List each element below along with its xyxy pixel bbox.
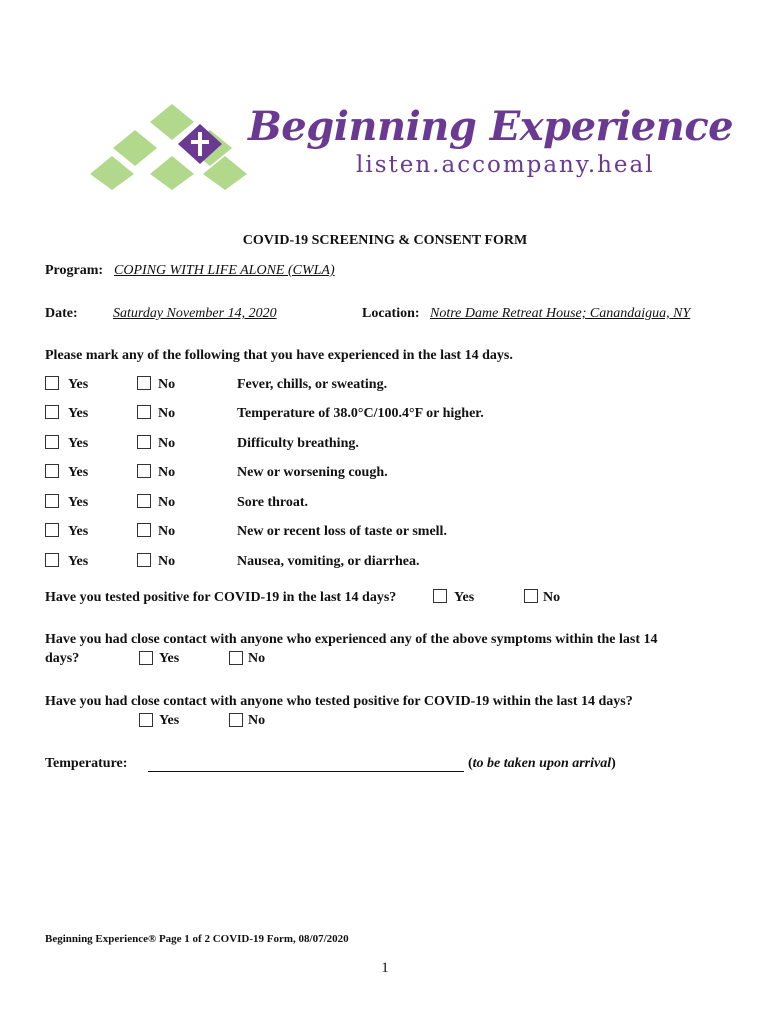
tested-yes-label: Yes [454, 590, 475, 605]
symptom-text: Nausea, vomiting, or diarrhea. [237, 554, 420, 569]
program-label: Program: [45, 263, 104, 278]
symptom-no-label: No [158, 465, 176, 480]
symptom-no-checkbox[interactable] [137, 494, 151, 508]
symptom-yes-checkbox[interactable] [45, 553, 59, 567]
symptom-no-checkbox[interactable] [137, 523, 151, 537]
date-label: Date: [45, 306, 78, 321]
symptom-yes-checkbox[interactable] [45, 494, 59, 508]
brand-name: Beginning Experience [248, 103, 734, 150]
temperature-input-line[interactable] [148, 771, 464, 772]
question-contact-positive: Have you had close contact with anyone who tested positive for COVID-19 within the last 14 days? [45, 694, 633, 709]
page-number: 1 [381, 960, 389, 976]
symptom-no-label: No [158, 377, 176, 392]
symptom-no-checkbox[interactable] [137, 464, 151, 478]
symptom-no-label: No [158, 406, 176, 421]
location-value: Notre Dame Retreat House; Canandaigua, NY [430, 306, 691, 321]
symptom-yes-label: Yes [68, 436, 89, 451]
question-contact-symptoms: Have you had close contact with anyone who experienced any of the above symptoms within the last 14 [45, 632, 658, 647]
brand-tagline: listen.accompany.heal [356, 152, 655, 178]
location-label: Location: [362, 306, 420, 321]
contact-symptoms-no-checkbox[interactable] [229, 651, 243, 665]
temperature-note: (to be taken upon arrival) [468, 756, 616, 771]
symptom-no-checkbox[interactable] [137, 405, 151, 419]
instruction-text: Please mark any of the following that you have experienced in the last 14 days. [45, 348, 513, 363]
symptom-text: Fever, chills, or sweating. [237, 377, 388, 392]
program-value: COPING WITH LIFE ALONE (CWLA) [114, 263, 335, 278]
question-tested-positive: Have you tested positive for COVID-19 in the last 14 days? [45, 590, 397, 605]
symptom-text: New or worsening cough. [237, 465, 388, 480]
symptom-no-checkbox[interactable] [137, 376, 151, 390]
symptom-yes-label: Yes [68, 495, 89, 510]
symptom-no-checkbox[interactable] [137, 435, 151, 449]
symptom-yes-label: Yes [68, 524, 89, 539]
contact-symptoms-yes-label: Yes [159, 651, 180, 666]
contact-symptoms-yes-checkbox[interactable] [139, 651, 153, 665]
symptom-no-label: No [158, 495, 176, 510]
symptom-yes-checkbox[interactable] [45, 405, 59, 419]
symptom-yes-checkbox[interactable] [45, 523, 59, 537]
question-contact-symptoms-cont: days? [45, 651, 80, 666]
symptom-yes-checkbox[interactable] [45, 464, 59, 478]
tested-no-checkbox[interactable] [524, 589, 538, 603]
tested-no-label: No [543, 590, 561, 605]
contact-positive-yes-label: Yes [159, 713, 180, 728]
date-value: Saturday November 14, 2020 [113, 306, 277, 321]
symptom-text: New or recent loss of taste or smell. [237, 524, 447, 539]
symptom-no-label: No [158, 436, 176, 451]
temperature-label: Temperature: [45, 756, 128, 771]
form-title: COVID-19 SCREENING & CONSENT FORM [242, 233, 528, 248]
symptom-no-label: No [158, 554, 176, 569]
symptom-text: Sore throat. [237, 495, 309, 510]
contact-positive-no-label: No [248, 713, 266, 728]
footer-text: Beginning Experience® Page 1 of 2 COVID-19 Form, 08/07/2020 [45, 933, 349, 945]
contact-symptoms-no-label: No [248, 651, 266, 666]
contact-positive-yes-checkbox[interactable] [139, 713, 153, 727]
symptom-yes-label: Yes [68, 377, 89, 392]
symptom-text: Temperature of 38.0°C/100.4°F or higher. [237, 406, 484, 421]
symptom-yes-label: Yes [68, 406, 89, 421]
tested-yes-checkbox[interactable] [433, 589, 447, 603]
symptom-no-checkbox[interactable] [137, 553, 151, 567]
symptom-text: Difficulty breathing. [237, 436, 359, 451]
symptom-yes-label: Yes [68, 554, 89, 569]
symptom-yes-label: Yes [68, 465, 89, 480]
symptom-yes-checkbox[interactable] [45, 435, 59, 449]
symptom-no-label: No [158, 524, 176, 539]
contact-positive-no-checkbox[interactable] [229, 713, 243, 727]
symptom-yes-checkbox[interactable] [45, 376, 59, 390]
